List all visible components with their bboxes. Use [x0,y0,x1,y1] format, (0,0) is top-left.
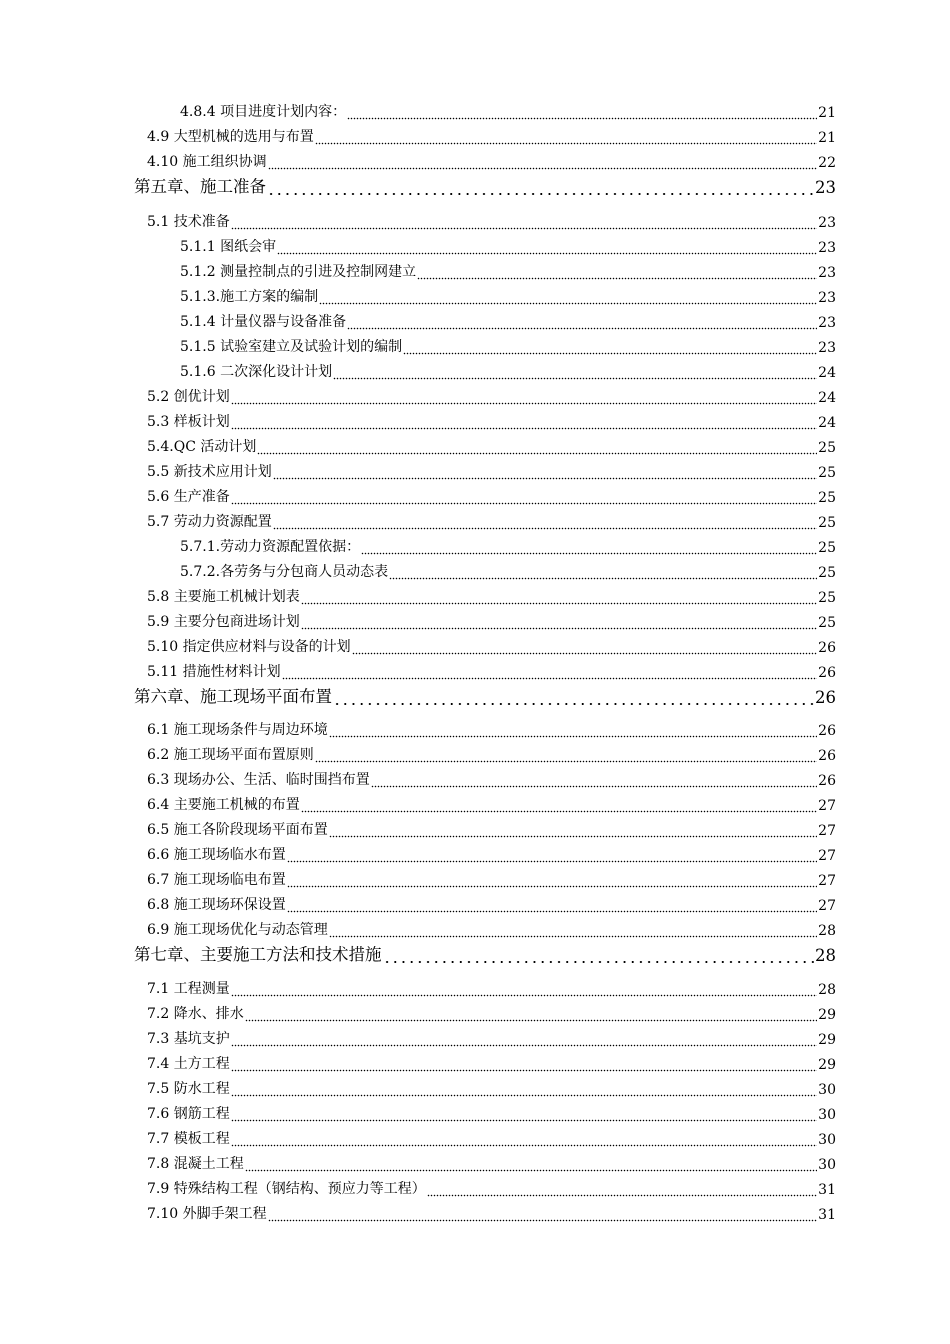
toc-entry-label: 第五章、施工准备 [134,177,266,196]
toc-entry-label: 5.1.4 计量仪器与设备准备 [180,314,347,330]
dot-leader [231,417,817,431]
toc-entry-page-number: 25 [818,440,836,456]
dot-leader [315,132,817,146]
toc-entry[interactable] [147,844,836,864]
toc-entry-label: 5.6 生产准备 [147,489,230,505]
dot-leader [257,442,817,456]
toc-entry[interactable] [147,436,836,456]
toc-entry-page-number: 26 [815,688,836,707]
toc-entry-page-number: 31 [818,1182,836,1198]
dot-leader [268,157,818,171]
toc-entry[interactable] [147,486,836,506]
dot-leader [277,242,817,256]
dot-leader [361,542,817,556]
toc-entry-page-number: 29 [818,1032,836,1048]
toc-entry[interactable] [147,1053,836,1073]
toc-entry[interactable] [180,361,836,381]
toc-chapter-entry[interactable] [134,941,836,965]
toc-entry-page-number: 23 [818,265,836,281]
toc-entry[interactable] [147,894,836,914]
dot-leader [301,592,817,606]
toc-entry-page-number: 25 [818,490,836,506]
toc-entry[interactable] [147,1078,836,1098]
toc-entry-page-number: 30 [818,1107,836,1123]
dot-leader [347,317,817,331]
toc-entry-page-number: 27 [818,823,836,839]
toc-entry-page-number: 26 [818,773,836,789]
toc-entry-label: 5.1.3.施工方案的编制 [180,289,319,305]
toc-entry-page-number: 29 [818,1007,836,1023]
toc-entry-label: 5.1.2 测量控制点的引进及控制网建立 [180,264,417,280]
toc-entry-label: 5.7.1.劳动力资源配置依据： [180,539,361,555]
toc-entry-label: 7.9 特殊结构工程（钢结构、预应力等工程） [147,1181,426,1197]
toc-entry-page-number: 27 [818,848,836,864]
dot-leader [329,925,817,939]
toc-chapter-entry[interactable] [134,683,836,707]
toc-entry[interactable] [147,636,836,656]
toc-entry-label: 6.1 施工现场条件与周边环境 [147,722,328,738]
dot-leader [231,392,817,406]
dot-leader [287,900,817,914]
toc-entry-page-number: 23 [818,215,836,231]
toc-entry-page-number: 25 [818,515,836,531]
toc-entry-label: 7.2 降水、排水 [147,1006,244,1022]
toc-entry[interactable] [180,101,836,121]
toc-entry[interactable] [147,661,836,681]
toc-entry-page-number: 28 [815,946,836,965]
toc-entry[interactable] [147,919,836,939]
toc-entry-page-number: 28 [818,982,836,998]
toc-entry[interactable] [147,1128,836,1148]
toc-entry[interactable] [180,311,836,331]
dot-leader [287,850,817,864]
dot-leader [389,567,817,581]
toc-entry-label: 4.8.4 项目进度计划内容： [180,104,347,120]
toc-entry-page-number: 28 [818,923,836,939]
toc-entry[interactable] [147,211,836,231]
toc-entry[interactable] [180,336,836,356]
toc-entry-page-number: 31 [818,1207,836,1223]
toc-entry-page-number: 26 [818,640,836,656]
dot-leader [287,875,817,889]
toc-entry[interactable] [147,744,836,764]
toc-entry-page-number: 23 [818,240,836,256]
toc-entry-label: 5.2 创优计划 [147,389,230,405]
toc-entry[interactable] [180,261,836,281]
dot-leader [333,689,814,707]
toc-entry-label: 5.1.6 二次深化设计计划 [180,364,333,380]
toc-entry-page-number: 30 [818,1132,836,1148]
toc-entry[interactable] [180,536,836,556]
toc-entry[interactable] [147,611,836,631]
toc-entry-label: 5.5 新技术应用计划 [147,464,272,480]
toc-entry-label: 6.2 施工现场平面布置原则 [147,747,314,763]
toc-entry[interactable] [147,126,836,146]
toc-entry[interactable] [147,1028,836,1048]
dot-leader [231,1034,817,1048]
toc-entry[interactable] [147,151,836,171]
dot-leader [231,984,817,998]
toc-entry[interactable] [147,1178,836,1198]
dot-leader [417,267,817,281]
toc-entry-label: 5.3 样板计划 [147,414,230,430]
toc-entry-page-number: 24 [818,390,836,406]
toc-entry[interactable] [147,511,836,531]
toc-entry[interactable] [147,461,836,481]
toc-entry[interactable] [147,769,836,789]
toc-entry-label: 5.8 主要施工机械计划表 [147,589,300,605]
toc-entry-label: 5.1.1 图纸会审 [180,239,277,255]
toc-entry-page-number: 29 [818,1057,836,1073]
toc-entry-label: 4.9 大型机械的选用与布置 [147,129,314,145]
toc-entry-page-number: 30 [818,1082,836,1098]
toc-entry-page-number: 26 [818,748,836,764]
dot-leader [427,1184,817,1198]
dot-leader [231,217,817,231]
dot-leader [282,667,818,681]
toc-entry[interactable] [147,586,836,606]
dot-leader [333,367,817,381]
toc-entry-page-number: 27 [818,898,836,914]
toc-entry-label: 6.8 施工现场环保设置 [147,897,286,913]
dot-leader [268,1209,818,1223]
toc-entry[interactable] [147,1003,836,1023]
toc-entry[interactable] [147,978,836,998]
toc-entry[interactable] [147,1203,836,1223]
dot-leader [383,947,815,965]
toc-entry-page-number: 25 [818,565,836,581]
toc-entry-label: 5.7.2.各劳务与分包商人员动态表 [180,564,389,580]
toc-entry-page-number: 23 [815,178,836,197]
toc-chapter-entry[interactable] [134,173,836,197]
toc-entry-label: 6.7 施工现场临电布置 [147,872,286,888]
toc-entry-label: 6.5 施工各阶段现场平面布置 [147,822,328,838]
toc-entry-label: 5.10 指定供应材料与设备的计划 [147,639,351,655]
toc-entry-label: 6.9 施工现场优化与动态管理 [147,922,328,938]
toc-entry[interactable] [147,411,836,431]
toc-entry-label: 5.11 措施性材料计划 [147,664,281,680]
dot-leader [319,292,817,306]
toc-entry-page-number: 23 [818,340,836,356]
toc-entry[interactable] [180,236,836,256]
toc-entry-page-number: 25 [818,615,836,631]
dot-leader [267,179,814,197]
dot-leader [245,1009,817,1023]
toc-entry-label: 第七章、主要施工方法和技术措施 [134,945,382,964]
toc-entry-page-number: 23 [818,290,836,306]
dot-leader [329,825,817,839]
toc-entry-page-number: 27 [818,873,836,889]
dot-leader [347,107,817,121]
toc-entry-page-number: 26 [818,723,836,739]
toc-entry-page-number: 21 [818,130,836,146]
toc-entry-label: 7.10 外脚手架工程 [147,1206,267,1222]
toc-entry-label: 7.8 混凝土工程 [147,1156,244,1172]
dot-leader [273,517,817,531]
dot-leader [245,1159,817,1173]
toc-entry-page-number: 24 [818,365,836,381]
dot-leader [371,775,817,789]
toc-entry[interactable] [147,386,836,406]
dot-leader [301,617,817,631]
toc-entry-label: 5.1.5 试验室建立及试验计划的编制 [180,339,403,355]
dot-leader [352,642,818,656]
toc-entry[interactable] [147,869,836,889]
toc-entry-label: 6.4 主要施工机械的布置 [147,797,300,813]
dot-leader [273,467,817,481]
toc-entry-label: 7.5 防水工程 [147,1081,230,1097]
dot-leader [231,1109,817,1123]
dot-leader [231,1059,817,1073]
dot-leader [315,750,817,764]
toc-entry[interactable] [147,1103,836,1123]
toc-entry-page-number: 21 [818,105,836,121]
toc-entry-label: 7.7 模板工程 [147,1131,230,1147]
toc-entry-label: 6.3 现场办公、生活、临时围挡布置 [147,772,370,788]
toc-entry[interactable] [147,719,836,739]
dot-leader [231,492,817,506]
toc-entry[interactable] [180,286,836,306]
toc-entry-label: 4.10 施工组织协调 [147,154,267,170]
toc-entry-label: 7.3 基坑支护 [147,1031,230,1047]
dot-leader [231,1134,817,1148]
toc-entry-label: 5.9 主要分包商进场计划 [147,614,300,630]
toc-entry-label: 第六章、施工现场平面布置 [134,687,332,706]
toc-entry-page-number: 24 [818,415,836,431]
toc-entry-page-number: 23 [818,315,836,331]
dot-leader [329,725,817,739]
toc-entry-label: 7.1 工程测量 [147,981,230,997]
toc-entry-page-number: 22 [818,155,836,171]
dot-leader [301,800,817,814]
toc-entry-page-number: 30 [818,1157,836,1173]
dot-leader [403,342,817,356]
toc-entry-label: 7.4 土方工程 [147,1056,230,1072]
toc-entry-label: 5.7 劳动力资源配置 [147,514,272,530]
toc-entry-label: 6.6 施工现场临水布置 [147,847,286,863]
toc-entry[interactable] [147,794,836,814]
dot-leader [231,1084,817,1098]
toc-entry-page-number: 27 [818,798,836,814]
toc-entry[interactable] [147,819,836,839]
toc-entry-label: 5.1 技术准备 [147,214,230,230]
toc-entry[interactable] [180,561,836,581]
toc-entry[interactable] [147,1153,836,1173]
toc-entry-label: 5.4.QC 活动计划 [147,439,257,455]
toc-entry-page-number: 26 [818,665,836,681]
toc-entry-page-number: 25 [818,465,836,481]
toc-entry-page-number: 25 [818,540,836,556]
toc-entry-label: 7.6 钢筋工程 [147,1106,230,1122]
toc-entry-page-number: 25 [818,590,836,606]
